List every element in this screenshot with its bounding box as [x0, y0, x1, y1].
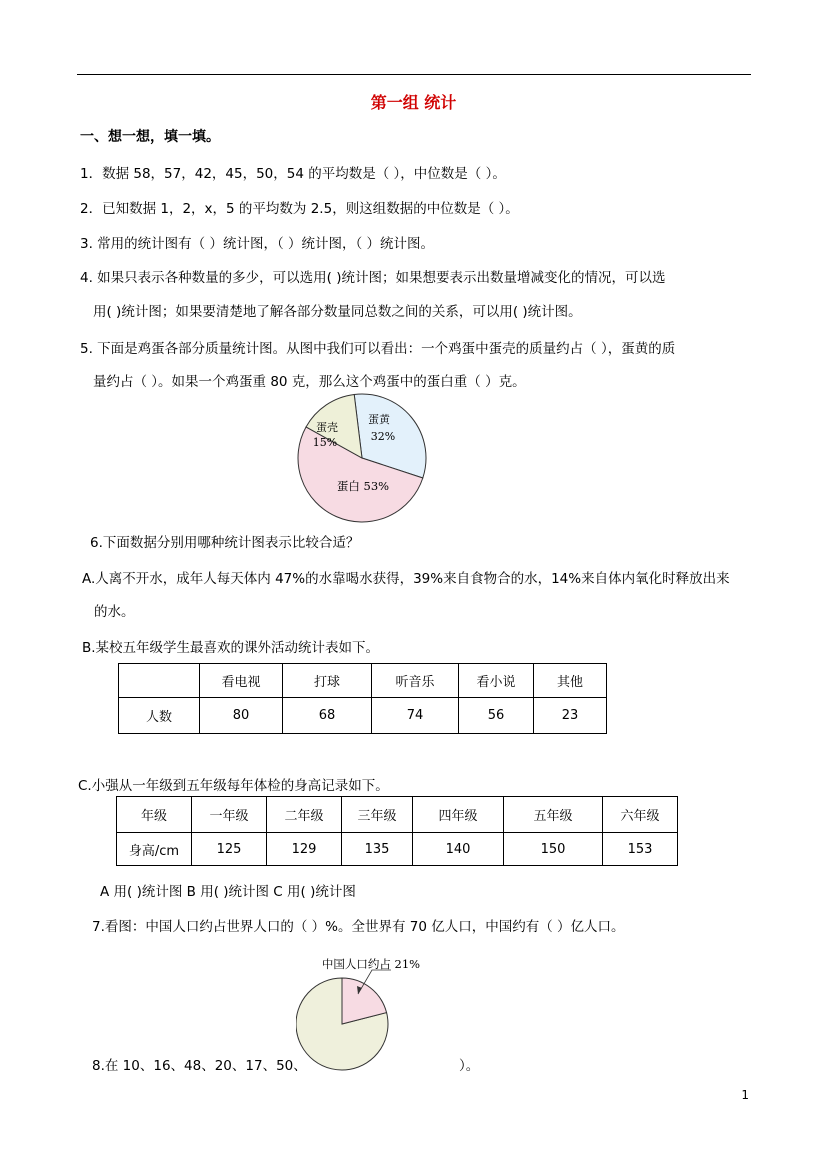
question-2: 2．已知数据 1，2，x，5 的平均数为 2.5，则这组数据的中位数是（ ）。	[80, 201, 519, 217]
question-1: 1．数据 58，57，42，45，50，54 的平均数是（ ），中位数是（ ）。	[80, 166, 506, 182]
table-cell: 153	[603, 833, 678, 866]
table-header-row	[117, 797, 678, 833]
table-cell: 140	[413, 833, 504, 866]
table-cell: 听音乐	[372, 664, 459, 698]
table-cell: 56	[459, 698, 534, 734]
question-3: 3. 常用的统计图有（ ）统计图，（ ）统计图，（ ）统计图。	[80, 236, 435, 252]
table-cell: 四年级	[413, 797, 504, 833]
table-cell: 五年级	[504, 797, 603, 833]
question-6c: C.小强从一年级到五年级每年体检的身高记录如下。	[78, 778, 389, 794]
table-cell: 80	[200, 698, 283, 734]
egg-pie-chart	[294, 392, 430, 524]
china-share-annotation: 中国人口约占 21%	[321, 957, 421, 971]
question-5-line1: 5. 下面是鸡蛋各部分质量统计图。从图中我们可以看出：一个鸡蛋中蛋壳的质量约占（ ），蛋黄的质	[80, 341, 676, 357]
question-5-line2: 量约占（ ）。如果一个鸡蛋重 80 克，那么这个鸡蛋中的蛋白重（ ）克。	[93, 374, 526, 390]
height-table	[116, 796, 678, 866]
table-cell: 其他	[534, 664, 607, 698]
table-cell: 二年级	[267, 797, 342, 833]
table-cell: 129	[267, 833, 342, 866]
section-heading: 一、想一想，填一填。	[80, 129, 220, 145]
table-cell: 身高/cm	[117, 833, 192, 866]
table-cell: 年级	[117, 797, 192, 833]
question-6a-line2: 的水。	[94, 604, 135, 620]
table-cell: 74	[372, 698, 459, 734]
table-cell: 六年级	[603, 797, 678, 833]
table-cell: 看小说	[459, 664, 534, 698]
question-6: 6.下面数据分别用哪种统计图表示比较合适？	[90, 535, 360, 551]
question-4-line1: 4. 如果只表示各种数量的多少，可以选用( )统计图；如果想要表示出数量增减变化的情况，可以选	[80, 270, 666, 286]
table-cell: 23	[534, 698, 607, 734]
question-8-start: 8.在 10、16、48、20、17、50、	[92, 1058, 307, 1074]
table-cell: 打球	[283, 664, 372, 698]
table-row	[117, 833, 678, 866]
question-8-end: ）。	[459, 1058, 480, 1074]
table-cell: 一年级	[192, 797, 267, 833]
table-cell: 人数	[119, 698, 200, 734]
table-cell	[119, 664, 200, 698]
question-7: 7.看图：中国人口约占世界人口的（ ）%。全世界有 70 亿人口，中国约有（ ）亿人口。	[92, 919, 625, 935]
yolk-value: 32%	[370, 430, 396, 443]
table-header-row	[119, 664, 607, 698]
question-6b: B.某校五年级学生最喜欢的课外活动统计表如下。	[82, 640, 380, 656]
page-title: 第一组 统计	[370, 93, 457, 112]
table-cell: 68	[283, 698, 372, 734]
activities-table	[118, 663, 607, 734]
shell-value: 15%	[312, 436, 338, 449]
white-label: 蛋白 53%	[336, 479, 390, 493]
population-pie-chart	[296, 952, 476, 1076]
table-row	[119, 698, 607, 734]
table-cell: 125	[192, 833, 267, 866]
question-4-line2: 用( )统计图；如果要清楚地了解各部分数量同总数之间的关系，可以用( )统计图。	[93, 304, 582, 320]
shell-label: 蛋壳	[316, 421, 338, 434]
yolk-label: 蛋黄	[368, 413, 390, 426]
table-cell: 三年级	[342, 797, 413, 833]
table-cell: 135	[342, 833, 413, 866]
table-cell: 看电视	[200, 664, 283, 698]
question-6-answer: A 用( )统计图 B 用( )统计图 C 用( )统计图	[100, 884, 356, 900]
question-6a-line1: A.人离不开水，成年人每天体内 47%的水靠喝水获得，39%来自食物合的水，14%来自体内氧化时释放出来	[82, 571, 730, 587]
page-number: 1	[741, 1088, 749, 1102]
table-cell: 150	[504, 833, 603, 866]
top-rule	[77, 74, 751, 75]
